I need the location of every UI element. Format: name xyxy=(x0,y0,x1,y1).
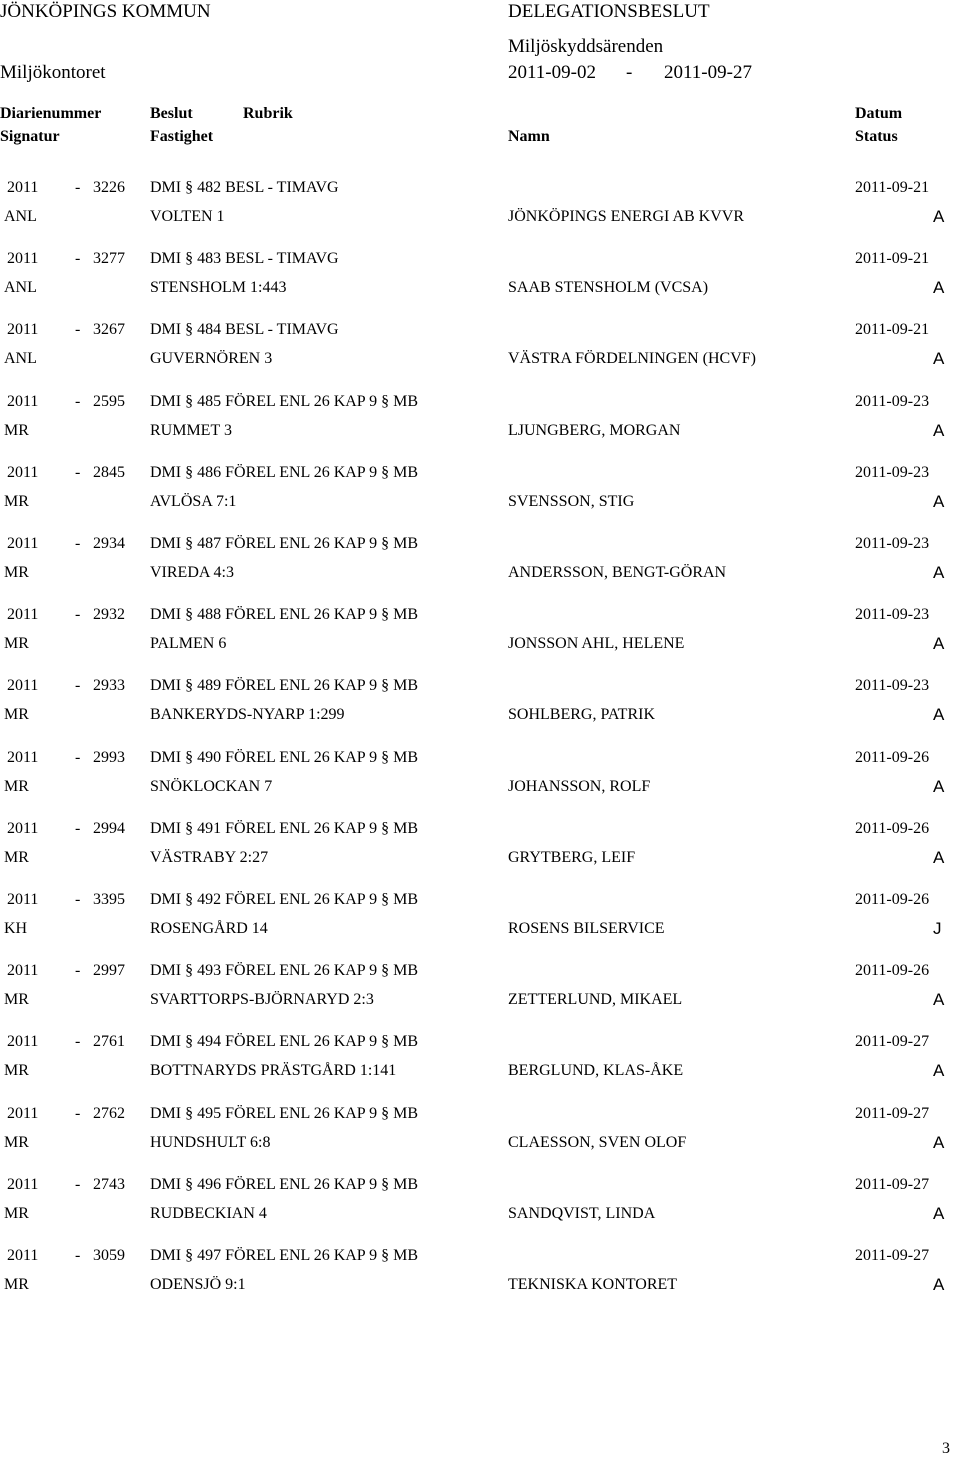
record-namn: ROSENS BILSERVICE xyxy=(508,920,665,937)
record-dash: - xyxy=(75,179,81,196)
record-datum: 2011-09-26 xyxy=(855,749,930,766)
department-name: Miljökontoret xyxy=(0,62,106,83)
decision-record xyxy=(0,1246,960,1306)
record-dash: - xyxy=(75,1176,81,1193)
column-header-datum: Datum xyxy=(855,105,903,122)
decision-record xyxy=(0,463,960,523)
record-year: 2011 xyxy=(7,464,39,481)
column-header-namn: Namn xyxy=(508,128,550,145)
record-signatur: MR xyxy=(4,493,29,510)
record-beslut: DMI § 492 FÖREL ENL 26 KAP 9 § MB xyxy=(150,891,419,908)
record-status: A xyxy=(933,990,945,1009)
org-name: JÖNKÖPINGS KOMMUN xyxy=(0,1,211,22)
record-dash: - xyxy=(75,393,81,410)
record-signatur: MR xyxy=(4,991,29,1008)
record-signatur: ANL xyxy=(4,279,37,296)
record-beslut: DMI § 485 FÖREL ENL 26 KAP 9 § MB xyxy=(150,393,419,410)
record-dash: - xyxy=(75,250,81,267)
record-datum: 2011-09-26 xyxy=(855,820,930,837)
decision-record xyxy=(0,961,960,1021)
decision-record xyxy=(0,249,960,309)
record-namn: JONSSON AHL, HELENE xyxy=(508,635,685,652)
record-status: A xyxy=(933,634,945,653)
record-signatur: MR xyxy=(4,1276,29,1293)
record-beslut: DMI § 490 FÖREL ENL 26 KAP 9 § MB xyxy=(150,749,419,766)
record-fastighet: BOTTNARYDS PRÄSTGÅRD 1:141 xyxy=(150,1062,397,1079)
record-signatur: KH xyxy=(4,920,28,937)
record-beslut: DMI § 495 FÖREL ENL 26 KAP 9 § MB xyxy=(150,1105,419,1122)
record-datum: 2011-09-26 xyxy=(855,891,930,908)
record-dash: - xyxy=(75,820,81,837)
record-number: 2932 xyxy=(93,606,125,623)
record-datum: 2011-09-27 xyxy=(855,1033,930,1050)
record-beslut: DMI § 491 FÖREL ENL 26 KAP 9 § MB xyxy=(150,820,419,837)
record-number: 2761 xyxy=(93,1033,125,1050)
record-datum: 2011-09-23 xyxy=(855,535,930,552)
record-status: A xyxy=(933,1204,945,1223)
record-dash: - xyxy=(75,749,81,766)
record-signatur: MR xyxy=(4,564,29,581)
record-dash: - xyxy=(75,891,81,908)
record-fastighet: ROSENGÅRD 14 xyxy=(150,920,268,937)
decision-record xyxy=(0,1104,960,1164)
period-end: 2011-09-27 xyxy=(664,62,752,83)
record-fastighet: HUNDSHULT 6:8 xyxy=(150,1134,271,1151)
record-fastighet: GUVERNÖREN 3 xyxy=(150,350,273,367)
record-year: 2011 xyxy=(7,250,39,267)
record-signatur: MR xyxy=(4,635,29,652)
record-fastighet: AVLÖSA 7:1 xyxy=(150,493,237,510)
record-datum: 2011-09-27 xyxy=(855,1105,930,1122)
record-beslut: DMI § 484 BESL - TIMAVG xyxy=(150,321,339,338)
decision-record xyxy=(0,890,960,950)
record-namn: SOHLBERG, PATRIK xyxy=(508,706,655,723)
record-datum: 2011-09-21 xyxy=(855,179,930,196)
record-year: 2011 xyxy=(7,535,39,552)
record-year: 2011 xyxy=(7,891,39,908)
record-fastighet: RUDBECKIAN 4 xyxy=(150,1205,267,1222)
record-signatur: MR xyxy=(4,1062,29,1079)
record-signatur: MR xyxy=(4,778,29,795)
record-namn: GRYTBERG, LEIF xyxy=(508,849,636,866)
column-header-signatur: Signatur xyxy=(0,128,60,145)
record-beslut: DMI § 496 FÖREL ENL 26 KAP 9 § MB xyxy=(150,1176,419,1193)
record-status: A xyxy=(933,349,945,368)
decision-record xyxy=(0,392,960,452)
record-beslut: DMI § 493 FÖREL ENL 26 KAP 9 § MB xyxy=(150,962,419,979)
record-number: 2934 xyxy=(93,535,125,552)
record-signatur: MR xyxy=(4,706,29,723)
record-number: 2762 xyxy=(93,1105,125,1122)
decision-record xyxy=(0,748,960,808)
record-fastighet: RUMMET 3 xyxy=(150,422,232,439)
record-status: J xyxy=(933,919,942,938)
record-fastighet: STENSHOLM 1:443 xyxy=(150,279,287,296)
record-year: 2011 xyxy=(7,1033,39,1050)
record-dash: - xyxy=(75,535,81,552)
period-separator: - xyxy=(626,62,633,83)
column-header-fastighet: Fastighet xyxy=(150,128,214,145)
record-signatur: ANL xyxy=(4,208,37,225)
record-year: 2011 xyxy=(7,179,39,196)
record-fastighet: VIREDA 4:3 xyxy=(150,564,234,581)
record-number: 3059 xyxy=(93,1247,125,1264)
record-fastighet: SVARTTORPS-BJÖRNARYD 2:3 xyxy=(150,991,374,1008)
record-dash: - xyxy=(75,1247,81,1264)
record-dash: - xyxy=(75,1033,81,1050)
decision-record xyxy=(0,605,960,665)
record-datum: 2011-09-21 xyxy=(855,321,930,338)
record-status: A xyxy=(933,421,945,440)
column-header-status: Status xyxy=(855,128,898,145)
record-signatur: ANL xyxy=(4,350,37,367)
record-datum: 2011-09-26 xyxy=(855,962,930,979)
record-number: 3226 xyxy=(93,179,125,196)
record-status: A xyxy=(933,777,945,796)
record-status: A xyxy=(933,1275,945,1294)
record-number: 2743 xyxy=(93,1176,125,1193)
record-dash: - xyxy=(75,464,81,481)
record-year: 2011 xyxy=(7,1176,39,1193)
record-signatur: MR xyxy=(4,422,29,439)
record-datum: 2011-09-21 xyxy=(855,250,930,267)
column-header-diarienummer: Diarienummer xyxy=(0,105,102,122)
record-beslut: DMI § 487 FÖREL ENL 26 KAP 9 § MB xyxy=(150,535,419,552)
record-beslut: DMI § 489 FÖREL ENL 26 KAP 9 § MB xyxy=(150,677,419,694)
record-beslut: DMI § 486 FÖREL ENL 26 KAP 9 § MB xyxy=(150,464,419,481)
record-dash: - xyxy=(75,606,81,623)
record-beslut: DMI § 494 FÖREL ENL 26 KAP 9 § MB xyxy=(150,1033,419,1050)
record-beslut: DMI § 483 BESL - TIMAVG xyxy=(150,250,339,267)
record-fastighet: BANKERYDS-NYARP 1:299 xyxy=(150,706,345,723)
record-status: A xyxy=(933,705,945,724)
record-status: A xyxy=(933,207,945,226)
record-namn: ZETTERLUND, MIKAEL xyxy=(508,991,683,1008)
record-year: 2011 xyxy=(7,1105,39,1122)
decision-record xyxy=(0,819,960,879)
decision-record xyxy=(0,1032,960,1092)
record-namn: ANDERSSON, BENGT-GÖRAN xyxy=(508,564,727,581)
document-title: DELEGATIONSBESLUT xyxy=(508,1,710,22)
decision-record xyxy=(0,320,960,380)
record-beslut: DMI § 482 BESL - TIMAVG xyxy=(150,179,339,196)
record-dash: - xyxy=(75,962,81,979)
record-number: 3267 xyxy=(93,321,125,338)
record-fastighet: ODENSJÖ 9:1 xyxy=(150,1276,246,1293)
document-subtitle: Miljöskyddsärenden xyxy=(508,36,664,57)
record-namn: VÄSTRA FÖRDELNINGEN (HCVF) xyxy=(508,350,757,367)
record-namn: CLAESSON, SVEN OLOF xyxy=(508,1134,687,1151)
record-signatur: MR xyxy=(4,1205,29,1222)
record-datum: 2011-09-27 xyxy=(855,1176,930,1193)
record-year: 2011 xyxy=(7,962,39,979)
column-header-rubrik: Rubrik xyxy=(243,105,293,122)
record-status: A xyxy=(933,1133,945,1152)
record-year: 2011 xyxy=(7,749,39,766)
record-year: 2011 xyxy=(7,393,39,410)
record-fastighet: VÄSTRABY 2:27 xyxy=(150,849,269,866)
record-datum: 2011-09-23 xyxy=(855,677,930,694)
decision-record xyxy=(0,676,960,736)
record-namn: LJUNGBERG, MORGAN xyxy=(508,422,681,439)
record-status: A xyxy=(933,278,945,297)
record-namn: BERGLUND, KLAS-ÅKE xyxy=(508,1062,684,1079)
record-fastighet: SNÖKLOCKAN 7 xyxy=(150,778,273,795)
record-datum: 2011-09-23 xyxy=(855,464,930,481)
record-namn: TEKNISKA KONTORET xyxy=(508,1276,678,1293)
record-signatur: MR xyxy=(4,849,29,866)
record-year: 2011 xyxy=(7,606,39,623)
record-status: A xyxy=(933,563,945,582)
record-beslut: DMI § 488 FÖREL ENL 26 KAP 9 § MB xyxy=(150,606,419,623)
record-namn: JOHANSSON, ROLF xyxy=(508,778,651,795)
record-year: 2011 xyxy=(7,321,39,338)
record-namn: SVENSSON, STIG xyxy=(508,493,635,510)
record-datum: 2011-09-27 xyxy=(855,1247,930,1264)
record-fastighet: VOLTEN 1 xyxy=(150,208,225,225)
record-status: A xyxy=(933,492,945,511)
page-number: 3 xyxy=(942,1440,950,1457)
record-number: 2994 xyxy=(93,820,125,837)
record-number: 2595 xyxy=(93,393,125,410)
decision-record xyxy=(0,1175,960,1235)
record-number: 2997 xyxy=(93,962,125,979)
record-namn: JÖNKÖPINGS ENERGI AB KVVR xyxy=(508,208,745,225)
record-namn: SAAB STENSHOLM (VCSA) xyxy=(508,279,709,296)
record-number: 2933 xyxy=(93,677,125,694)
record-dash: - xyxy=(75,677,81,694)
record-number: 2845 xyxy=(93,464,125,481)
record-status: A xyxy=(933,1061,945,1080)
decision-record xyxy=(0,534,960,594)
record-signatur: MR xyxy=(4,1134,29,1151)
record-dash: - xyxy=(75,321,81,338)
record-number: 3277 xyxy=(93,250,125,267)
record-status: A xyxy=(933,848,945,867)
record-year: 2011 xyxy=(7,820,39,837)
record-number: 2993 xyxy=(93,749,125,766)
record-dash: - xyxy=(75,1105,81,1122)
record-datum: 2011-09-23 xyxy=(855,393,930,410)
period-start: 2011-09-02 xyxy=(508,62,596,83)
record-namn: SANDQVIST, LINDA xyxy=(508,1205,656,1222)
record-fastighet: PALMEN 6 xyxy=(150,635,227,652)
decision-record xyxy=(0,178,960,238)
column-header-beslut: Beslut xyxy=(150,105,193,122)
record-datum: 2011-09-23 xyxy=(855,606,930,623)
record-year: 2011 xyxy=(7,1247,39,1264)
record-number: 3395 xyxy=(93,891,125,908)
record-year: 2011 xyxy=(7,677,39,694)
record-beslut: DMI § 497 FÖREL ENL 26 KAP 9 § MB xyxy=(150,1247,419,1264)
